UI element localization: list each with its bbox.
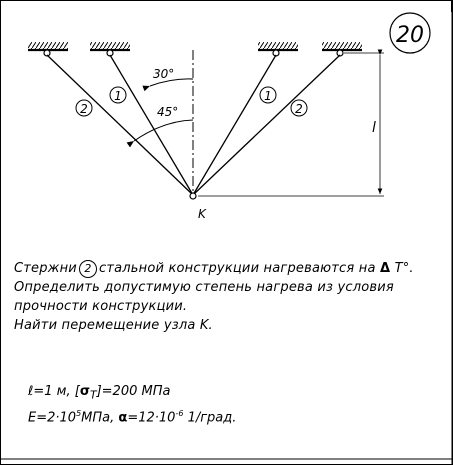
delta-symbol: Δ [379,261,391,276]
statement-line-1: Стержни 2 стальной конструкции нагреваются на Δ T°. [14,261,414,276]
rod-label-2-left [76,100,92,116]
rod-2-right [193,55,340,195]
rod-1-left [110,55,193,195]
svg-text:1: 1 [264,89,272,103]
sigma-symbol: σ [79,384,90,399]
dimension-label-l: l [372,120,376,136]
problem-statement [14,259,444,335]
rod-label-2-right [291,100,307,116]
angle-label-45: 45° [157,105,179,119]
statement-line-4: Найти перемещение узла K. [14,318,213,333]
support-left-outer [28,42,68,56]
rod-label-1-left [110,87,126,103]
angle-arc-45 [134,120,193,141]
svg-text:2: 2 [80,102,88,116]
angle-label-30: 30° [153,67,175,81]
given-line-1: ℓ=1 м, $[\sigma_T]=200$ МПа [28,384,171,402]
problem-number-badge [390,13,430,53]
rod-label-1-right [260,87,276,103]
node-label: K [198,207,206,221]
node-k [190,193,196,199]
statement-line-3: прочности конструкции. [14,299,188,314]
support-right-inner [258,42,298,56]
rod-2-inline-badge: 2 [79,260,97,278]
alpha-symbol: α [118,409,128,425]
svg-text:1: 1 [114,89,122,103]
rod-1-right [193,55,276,195]
given-data [28,383,428,427]
support-right-outer [322,42,362,56]
given-line-2: $E=2\cdot 10^5МПа$, $\alpha=12\cdot 10^{-6}$ 1/град. [28,408,237,425]
statement-line-2: Определить допустимую степень нагрева из условия [14,280,394,295]
svg-text:2: 2 [295,102,303,116]
problem-number: 20 [396,23,424,48]
support-left-inner [90,42,130,56]
